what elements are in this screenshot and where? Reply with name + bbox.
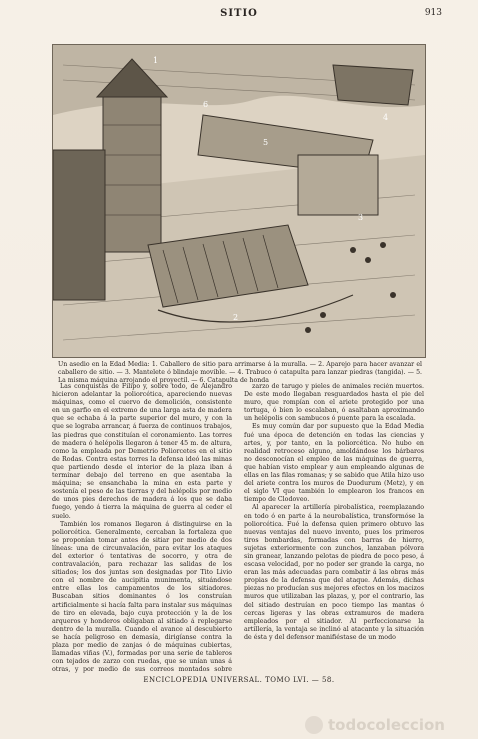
watermark-logo <box>292 712 478 738</box>
callout-6: 6 <box>203 100 209 109</box>
running-title: SITIO <box>220 8 258 19</box>
callout-2: 2 <box>233 313 239 322</box>
paragraph: Las conquistas de Filipo y, sobre todo, de Alejandro hicieron adelantar la poliorcética, apareciendo nuevas máquinas, como el cuervo de demolición, consistente en un garfio en el extremo de una larga asta de madera que se echaba á la parte superior del muro, y con la que se lograba arrancar, á fuerza de continuos trabajos, las piedras que constituían el coronamiento. Las torres de madera ó helépolis llegaron á tener 45 m. de altura, como la empleada por Demetrio Poliorcetes en el sitio de Rodas. Contra estas torres la defensa ideó las minas que partiendo desde el interior de la plaza iban á terminar debajo del terreno en que asentaba la máquina; se ensanchaba la mina en esta parte y sostenía el peso de las tierras y del helépolis por medio de unos pies derechos de madera á los que se daba fuego, yendo á tierra la máquina de guerra al ceder el suelo. <box>52 383 232 520</box>
right-column <box>244 383 424 673</box>
siege-engraving <box>53 45 425 357</box>
callout-5: 5 <box>263 138 269 147</box>
paragraph: zarzo de tarugo y pieles de animales recién muertos. De este modo llegaban resguardados hasta el pie del muro, que rompían con el ariete protegido por una tortuga, ó bien lo escalaban, ó asaltaban aproximando un helépolis con sambucos ó puente para la escalada. <box>244 383 424 423</box>
watermark-text: todocoleccion <box>328 716 445 734</box>
figure-caption: Un asedio en la Edad Media: 1. Caballero de sitio para arrimarse á la muralla. — 2. Aparejo para hacer avanzar el caballero de sitio. — 3. Mantelete ó blindaje movible. — 4. Trabuco ó catapulta para lanzar piedras (tangida). — 5. La misma máquina arrojando el proyectil. — 6. Catapulta de honda <box>58 361 422 384</box>
page-footer: ENCICLOPEDIA UNIVERSAL. TOMO LVI. — 58. <box>143 676 335 684</box>
callout-1: 1 <box>153 56 159 65</box>
body-columns <box>52 383 424 673</box>
paragraph: Es muy común dar por supuesto que la Edad Media fué una época de detención en todas las ciencias y artes, y, por tanto, en la poliorcética. No hubo en realidad retroceso alguno, amoldándose los bárbaros no desconocían el empleo de las máquinas de guerra, que habían visto emplear y aun empleando algunas de ellas en las filas romanas; y se sabido que Atila hizo uso del ariete contra los muros de Duodurum (Metz), y en el siglo VI que también lo emplearon los francos en tiempo de Clodoveo. <box>244 423 424 504</box>
siege-illustration <box>52 44 426 358</box>
paragraph: También los romanos llegaron á distinguirse en la poliorcética. Generalmente, cercaban la fortaleza que se proponían tomar antes de sitiar por medio de dos líneas: una de circunvalación, para evitar los ataques del exterior ó tentativas de socorro, y otra de contravalación, para rechazar las salidas de los sitiados; los dos juntas son designadas por Tito Livio con el nombre de aucipitia munimenta, situándose entre ellas los campamentos de los sitiadores. Buscaban sitios dominantes ó los construían artificialmente si hacía falta para instalar sus máquinas de tiro en elevada, bajo cuya protección y la de los arqueros y honderos obligaban al sitiado á replegarse dentro de la muralla. Cuando el avance al descubierto se hacía peligroso en demasía, dirigíanse contra la plaza por medio de zanjas ó de máquinas cubiertas, llamadas viñas (V.), formadas por una serie de tableros con tejados de zarzo con ruedas, que se unían unas á otras, y por medio de sus correos montados sobre <box>52 520 232 673</box>
left-column <box>52 383 232 673</box>
callout-4: 4 <box>383 113 389 122</box>
callout-3: 3 <box>358 213 364 222</box>
paragraph: Al aparecer la artillería pirobalística, reemplazando en todo ó en parte á la neurobalística, transformóse la poliorcética. Fué la defensa quien primero obtuvo las nuevas ventajas del nuevo invento, pues los primeros tiros bombardas, formadas con barras de hierro, sujetas exteriormente con zunchos, lanzaban pólvora sin granear, lanzando pelotas de piedra de poco peso, á escasa velocidad, por no poder ser grande la carga, no eran las más adecuadas para combatir á las obras más propias de la defensa que del ataque. Además, dichas piezas no producían sus mejores efectos en los macizos muros que utilizaban las plazas, y, por el contrario, las del sitiado destruían en poco tiempo las mantas ó cercas ligeras y las obras extramuros de madera empleados por el sitiador. Al perfeccionarse la artillería, la ventaja se inclinó al atacante y la situación de ésta y del defensor manifiéstase de un modo <box>244 504 424 641</box>
page-number: 913 <box>424 8 442 18</box>
